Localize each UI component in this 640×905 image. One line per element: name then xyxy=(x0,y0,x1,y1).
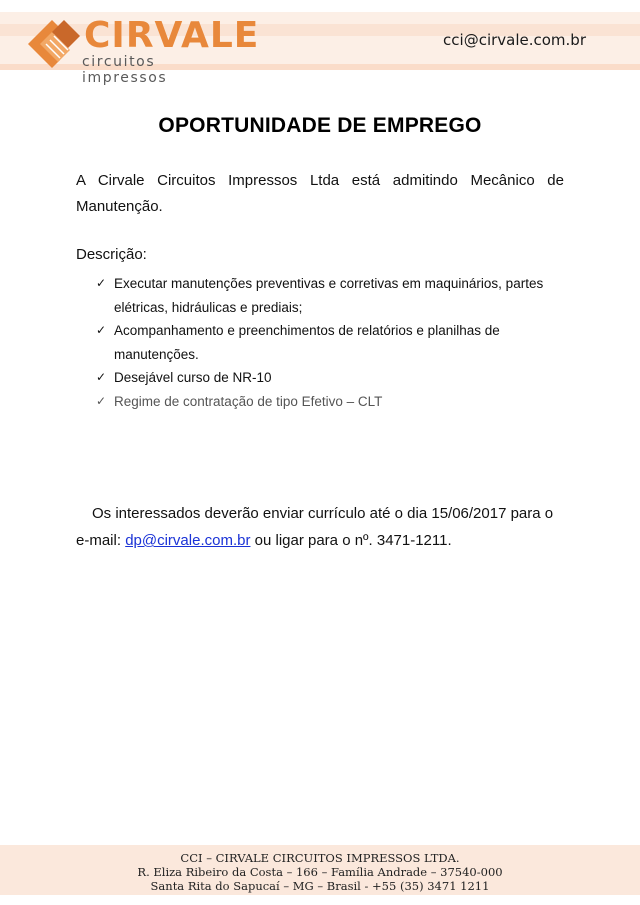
duty-text: Desejável curso de NR-10 xyxy=(114,370,272,385)
list-item xyxy=(96,390,566,414)
check-icon: ✓ xyxy=(96,393,107,408)
header-email: cci@cirvale.com.br xyxy=(443,31,586,49)
logo-mark-icon xyxy=(26,18,82,70)
list-item xyxy=(96,272,566,319)
description-label: Descrição: xyxy=(76,246,147,263)
logo-name: CIRVALE xyxy=(84,15,260,56)
check-icon: ✓ xyxy=(96,323,107,337)
contact-email-link[interactable]: dp@cirvale.com.br xyxy=(125,532,251,549)
intro-paragraph: A Cirvale Circuitos Impressos Ltda está admitindo Mecânico de Manutenção. xyxy=(76,172,564,215)
duty-text: Executar manutenções preventivas e corretivas em maquinários, partes elétricas, hidráulicas e prediais; xyxy=(114,276,544,315)
duty-text: Regime de contratação de tipo Efetivo – CLT xyxy=(114,393,383,409)
list-item xyxy=(96,319,566,366)
duty-text: Acompanhamento e preenchimentos de relatórios e planilhas de manutenções. xyxy=(114,323,500,362)
closing-text: Os interessados deverão enviar currículo até o dia 15/06/2017 para o e-mail: xyxy=(76,505,554,549)
closing-paragraph xyxy=(76,500,566,554)
footer xyxy=(0,845,640,895)
check-icon: ✓ xyxy=(96,370,107,384)
document-title: OPORTUNIDADE DE EMPREGO xyxy=(158,114,482,137)
check-icon: ✓ xyxy=(96,276,107,290)
footer-location-phone: Santa Rita do Sapucaí – MG – Brasil - +55 (35) 3471 1211 xyxy=(150,879,490,893)
footer-company: CCI – CIRVALE CIRCUITOS IMPRESSOS LTDA. xyxy=(180,851,460,865)
logo-subtitle: circuitos impressos xyxy=(82,54,168,86)
duties-list xyxy=(96,272,566,413)
footer-address: R. Eliza Ribeiro da Costa – 166 – Família Andrade – 37540-000 xyxy=(137,865,503,879)
company-logo xyxy=(26,15,260,86)
closing-phone-text: ou ligar para o nº. 3471-1211. xyxy=(250,532,452,549)
list-item xyxy=(96,366,566,390)
